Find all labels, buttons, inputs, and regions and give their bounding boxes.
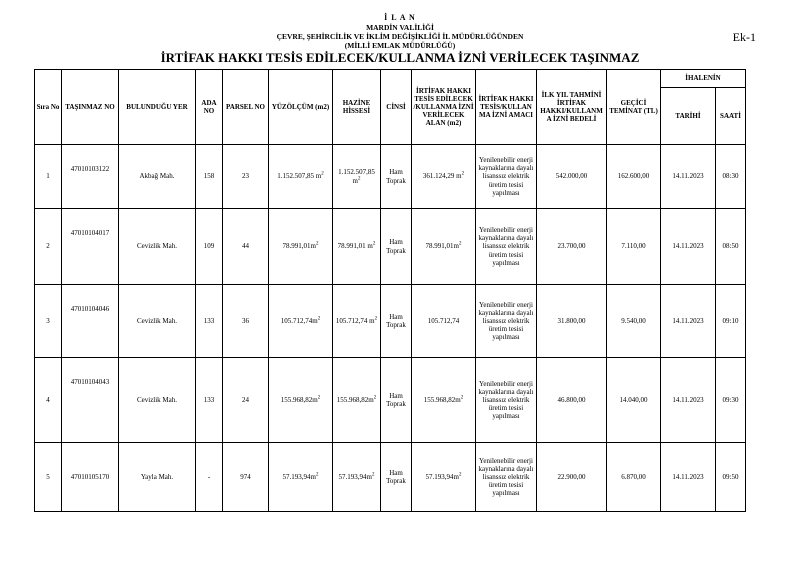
cell-teminat: 7.110,00 (607, 209, 661, 285)
cell-bedel: 22.900,00 (537, 443, 607, 512)
table-row (35, 358, 746, 443)
cell-saat: 08:50 (716, 209, 746, 285)
cell-tasinmaz: 47010104046 (62, 285, 119, 358)
cell-amac: Yenilenebilir enerji kaynaklarına dayalı lisanssız elektrik üretim tesisi yapılması (476, 145, 537, 209)
header-ilan: İ L A N (384, 13, 416, 22)
cell-ada: 109 (196, 209, 223, 285)
cell-tarih: 14.11.2023 (661, 209, 716, 285)
page-title: İRTİFAK HAKKI TESİS EDİLECEK/KULLANMA İZNİ VERİLECEK TAŞINMAZ (160, 50, 640, 65)
cell-alan: 105.712,74 (412, 285, 476, 358)
cell-sira: 5 (35, 443, 62, 512)
cell-yuzolcum: $105.712,74m^2$ (269, 285, 333, 358)
col-ihale: İHALENİN (661, 70, 746, 88)
cell-alan: 361.124,29 $m^2$ (412, 145, 476, 209)
cell-sira: 1 (35, 145, 62, 209)
cell-saat: 09:30 (716, 358, 746, 443)
cell-yuzolcum: $155.968,82m^2$ (269, 358, 333, 443)
cell-teminat: 162.600,00 (607, 145, 661, 209)
col-tarih: TARİHİ (661, 88, 716, 145)
cell-hazine: $57.193,94m^2$ (333, 443, 381, 512)
col-yuzolcum: YÜZÖLÇÜM (m2) (269, 70, 333, 145)
cell-alan: $57.193,94m^2$ (412, 443, 476, 512)
cell-amac: Yenilenebilir enerji kaynaklarına dayalı lisanssız elektrik üretim tesisi yapılması (476, 443, 537, 512)
cell-sira: 2 (35, 209, 62, 285)
cell-tarih: 14.11.2023 (661, 145, 716, 209)
col-cinsi: CİNSİ (381, 70, 412, 145)
cell-alan: $155.968,82m^2$ (412, 358, 476, 443)
cell-amac: Yenilenebilir enerji kaynaklarına dayalı lisanssız elektrik üretim tesisi yapılması (476, 285, 537, 358)
cell-cinsi: Ham Toprak (381, 285, 412, 358)
cell-yuzolcum: 1.152.507,85 $m^2$ (269, 145, 333, 209)
cell-hazine: 105.712,74 $m^2$ (333, 285, 381, 358)
cell-teminat: 9.540,00 (607, 285, 661, 358)
col-parsel: PARSEL NO (223, 70, 269, 145)
cell-parsel: 44 (223, 209, 269, 285)
col-sira: Sıra No (35, 70, 62, 145)
cell-bedel: 23.700,00 (537, 209, 607, 285)
cell-bedel: 31.800,00 (537, 285, 607, 358)
table-row (35, 145, 746, 209)
col-saat: SAATİ (716, 88, 746, 145)
cell-saat: 08:30 (716, 145, 746, 209)
cell-parsel: 36 (223, 285, 269, 358)
header-directorate: ÇEVRE, ŞEHİRCİLİK VE İKLİM DEĞİŞİKLİĞİ İL MÜDÜRLÜĞÜNDEN (276, 32, 524, 41)
cell-hazine: $155.968,82m^2$ (333, 358, 381, 443)
table-row (35, 285, 746, 358)
cell-yuzolcum: $78.991,01m^2$ (269, 209, 333, 285)
cell-cinsi: Ham Toprak (381, 145, 412, 209)
col-irtifak-alan: İRTİFAK HAKKI TESİS EDİLECEK /KULLANMA İZNİ VERİLECEK ALAN (m2) (412, 70, 476, 145)
cell-bedel: 542.000,00 (537, 145, 607, 209)
col-bedel: İLK YIL TAHMİNİ İRTİFAK HAKKI/KULLANMA İZNİ BEDELİ (537, 70, 607, 145)
cell-bedel: 46.800,00 (537, 358, 607, 443)
header-governorship: MARDİN VALİLİĞİ (366, 23, 434, 32)
cell-yer: Yayla Mah. (119, 443, 196, 512)
cell-amac: Yenilenebilir enerji kaynaklarına dayalı lisanssız elektrik üretim tesisi yapılması (476, 209, 537, 285)
cell-tasinmaz: 47010105170 (62, 443, 119, 512)
cell-hazine: 78.991,01 $m^2$ (333, 209, 381, 285)
cell-ada: - (196, 443, 223, 512)
cell-teminat: 6.870,00 (607, 443, 661, 512)
col-bulundugu: BULUNDUĞU YER (119, 70, 196, 145)
cell-sira: 3 (35, 285, 62, 358)
col-tasinmaz: TAŞINMAZ NO (62, 70, 119, 145)
cell-ada: 158 (196, 145, 223, 209)
cell-yer: Cevizlik Mah. (119, 358, 196, 443)
cell-hazine: 1.152.507,85 $m^2$ (333, 145, 381, 209)
cell-yer: Cevizlik Mah. (119, 285, 196, 358)
cell-tasinmaz: 47010104017 (62, 209, 119, 285)
col-amac: İRTİFAK HAKKI TESİS/KULLANMA İZNİ AMACI (476, 70, 537, 145)
table-row (35, 443, 746, 512)
cell-cinsi: Ham Toprak (381, 443, 412, 512)
cell-parsel: 24 (223, 358, 269, 443)
property-table (34, 69, 746, 512)
cell-tarih: 14.11.2023 (661, 443, 716, 512)
cell-cinsi: Ham Toprak (381, 358, 412, 443)
cell-yuzolcum: $57.193,94m^2$ (269, 443, 333, 512)
col-ada: ADA NO (196, 70, 223, 145)
cell-yer: Akbağ Mah. (119, 145, 196, 209)
cell-teminat: 14.040,00 (607, 358, 661, 443)
cell-ada: 133 (196, 285, 223, 358)
cell-tasinmaz: 47010103122 (62, 145, 119, 209)
cell-parsel: 974 (223, 443, 269, 512)
cell-yer: Cevizlik Mah. (119, 209, 196, 285)
cell-ada: 133 (196, 358, 223, 443)
cell-tarih: 14.11.2023 (661, 285, 716, 358)
annex-label: Ek-1 (732, 30, 756, 44)
cell-tarih: 14.11.2023 (661, 358, 716, 443)
header-sub-directorate: (MİLLİ EMLAK MÜDÜRLÜĞÜ) (344, 41, 456, 50)
col-teminat: GEÇİCİ TEMİNAT (TL) (607, 70, 661, 145)
table-row (35, 209, 746, 285)
col-hazine: HAZİNE HİSSESİ (333, 70, 381, 145)
cell-saat: 09:10 (716, 285, 746, 358)
cell-sira: 4 (35, 358, 62, 443)
cell-saat: 09:50 (716, 443, 746, 512)
cell-amac: Yenilenebilir enerji kaynaklarına dayalı lisanssız elektrik üretim tesisi yapılması (476, 358, 537, 443)
cell-tasinmaz: 47010104043 (62, 358, 119, 443)
cell-cinsi: Ham Toprak (381, 209, 412, 285)
cell-alan: $78.991,01m^2$ (412, 209, 476, 285)
cell-parsel: 23 (223, 145, 269, 209)
